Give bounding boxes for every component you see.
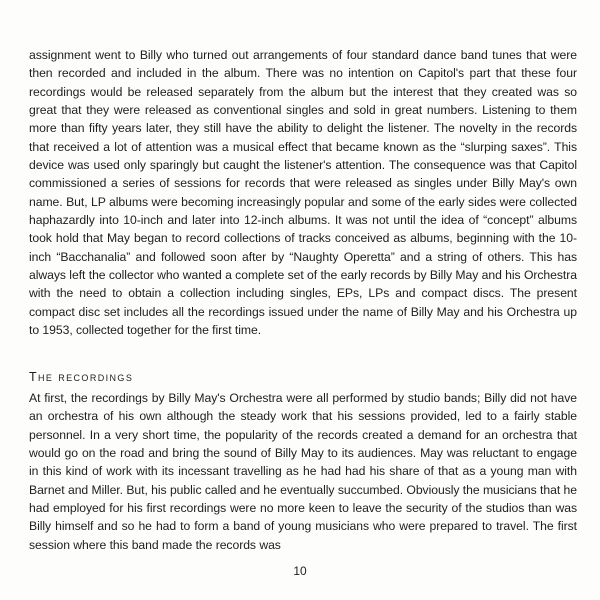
body-paragraph-1: assignment went to Billy who turned out arrangements of four standard dance band tunes that were then recorded and included in the album. There was no intention on Capitol's part that these four recordings would be released separately from the album but the interest that they created was so great that they were released as conventional singles and sold in great numbers. Listening to them more than fifty years later, they still have the ability to delight the listener. The novelty in the records that received a lot of attention was a musical effect that became known as the “slurping saxes”. This device was used only sparingly but caught the listener's attention. The consequence was that Capitol commissioned a series of sessions for records that were released as singles under Billy May's own name. But, LP albums were becoming increasingly popular and some of the early sides were collected haphazardly into 10-inch and later into 12-inch albums. It was not until the idea of “concept” albums took hold that May began to record collections of tracks conceived as albums, beginning with the 10-inch “Bacchanalia” and followed soon after by “Naughty Operetta” and a string of others. This has always left the collector who wanted a complete set of the early records by Billy May and his Orchestra with the need to obtain a collection including singles, EPs, LPs and compact discs. The present compact disc set includes all the recordings issued under the name of Billy May and his Orchestra up to 1953, collected together for the first time. (29, 48, 577, 338)
section-heading: The recordings (29, 370, 134, 384)
body-paragraph-2: At first, the recordings by Billy May's Orchestra were all performed by studio bands; Billy did not have an orchestra of his own although the steady work that his sessions provided, led to a fairly stable personnel. In a very short time, the popularity of the records created a demand for an orchestra that would go on the road and bring the sound of Billy May to its audiences. May was reluctant to engage in this kind of work with its incessant travelling as he had had his share of that as a young man with Barnet and Miller. But, his public called and he eventually succumbed. Obviously the musicians that he had employed for his first recordings were no more keen to leave the security of the studios than was Billy himself and so he had to form a band of young musicians who were prepared to travel. The first session where this band made the records was (29, 391, 577, 552)
page-number: 10 (293, 564, 307, 578)
